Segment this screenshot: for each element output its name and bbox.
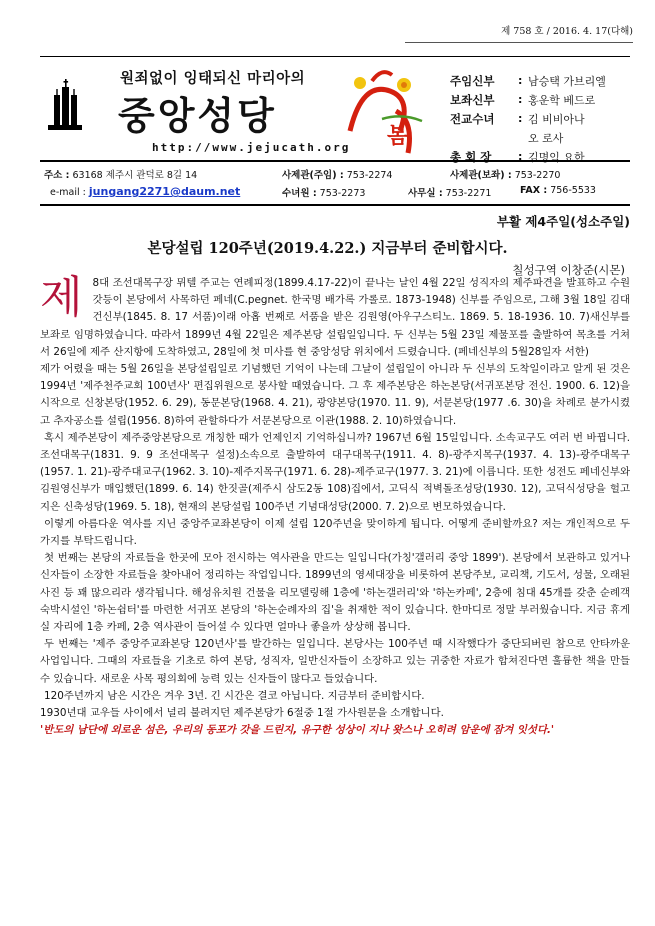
article-paragraph: 이렇게 아름다운 역사를 지닌 중앙주교좌본당이 이제 설립 120주년을 맞이하게 됩니다. 어떻게 준비할까요? 저는 개인적으로 두 가지를 부탁드립니다. [40,517,630,548]
address-label: 주소 : [44,170,70,181]
masthead [40,56,630,164]
staff-row: 전교수녀 : 김 비비아나 [450,111,585,126]
rectory-phone: 753-2274 [346,170,393,181]
article-body [40,272,630,739]
masthead-title: 중앙성당 [118,94,277,138]
article-author: 칠성구역 이창준(시몬) [512,263,625,277]
convent-phone: 753-2273 [319,188,366,199]
article-paragraph: 첫 번째는 본당의 자료들을 한곳에 모아 전시하는 역사관을 만드는 일입니다(가칭'갤러리 중앙 1899'). 본당에서 보관하고 있거나 신자들이 소장한 자료들을 찾아내어 정리하는 작업입니다. 1899년의 영세대장을 비롯하여 본당주보, 교리책, 기도서, 성물, 오래된 사진 등 꽤 많으리라 생각됩니다. 해성유치원 건물을 리모델링해 1층에 '하논갤러리'와 '하논카페', 2층에 침대 45개를 갖춘 순례객 숙박시설인 '하논쉼터'를 마련한 서귀포 본당의 '하논순례자의 집'을 취재한 적이 있습니다. 한마디로 정말 부러웠습니다. 지금 휴게실 자리에 1층 카페, 2층 역사관이 들어설 수 있다면 얼마나 좋을까 상상해 봅니다. [40,552,630,634]
staff-list [450,71,630,166]
office-label: 사무실 : [408,188,443,199]
rectory-label: 사제관(주임) : [282,170,344,181]
rectory2-phone: 753-2270 [514,170,561,181]
fax-number: 756-5533 [550,185,596,196]
staff-row: 총 회 장 : 김명익 요한 [450,149,585,164]
article-paragraph: 제 8대 조선대목구장 뮈텔 주교는 연례피정(1899.4.17-22)이 끝나는 날인 4월 22일 성직자의 제주파견을 발표하고 수원 갓등이 본당에서 사목하던 페네(C.pegnet. 한국명 배가록 가롤로. 1873-1948) 신부를 주임으로, 그해 3월 18일 김대건신부(1845. 8. 17 서품)이래 아홉 번째로 서품을 받은 김원영(아우구스티노. 1869. 5. 18-1936. 10. 7)새신부를 보좌로 임명하였습니다. 따라서 1899년 4월 22일은 제주본당 설립일입니다. 두 신부는 5월 23일 제물포를 출발하여 목초를 거쳐서 26일에 제주 산지항에 도착하였고, 28일에 첫 미사를 현 중앙성당 위치에서 드렸습니다. (페네신부의 5월28일자 서한) [40,272,630,358]
staff-row: 오 로사 [528,131,564,145]
fax-label: FAX : [520,185,548,196]
article-paragraph: 혹시 제주본당이 제주중앙본당으로 개칭한 때가 언제인지 기억하십니까? 1967년 6월 15일입니다. 소속교구도 여러 번 바뀝니다. 조선대목구(1831. 9. 9 조선대목구 설정)소속으로 출발하여 대구대목구(1911. 4. 8)-광주지목구(1937. 4. 13)-광주대목구(1957. 1. 21)-광주대교구(1962. 3. 10)-제주지목구(1971. 6. 28)-제주교구(1977. 3. 21)에 이릅니다. 또한 성전도 페네신부와 김원영신부가 매입했던(1899. 6. 14) 한짓골(제주시 삼도2동 108)집에서, 고딕식 적벽돌조성당(1930. 12), 고딕식성당을 헐고 지은 신축성당(1969. 5. 18), 현재의 본당설립 100주년 기념대성당(2000. 7. 2)으로 변모하였습니다. [40,431,630,513]
article-title: 본당설립 120주년(2019.4.22.) 지금부터 준비합시다. [147,240,508,257]
church-logo-icon [46,79,84,131]
staff-row: 보좌신부 : 홍운학 베드로 [450,92,596,107]
office-phone: 753-2271 [445,188,492,199]
rectory2-label: 사제관(보좌) : [450,170,512,181]
spring-artwork [342,61,437,159]
article-paragraph: 두 번째는 '제주 중앙주교좌본당 120년사'를 발간하는 일입니다. 본당사는 100주년 때 시작했다가 중단되버린 참으로 안타까운 사업입니다. 그때의 자료들을 기초로 하여 본당, 성직자, 일반신자들이 소장하고 있는 귀중한 자료가 합쳐진다면 훌륭한 책을 만들 수 있습니다. 새로운 사목 평의회에 능력 있는 신자들이 많다고 들었습니다. [40,638,630,685]
hymn-quote: '반도의 남단에 외로운 섬은, 우리의 동포가 갓을 드린지, 유구한 성상이 지나 왓스나 오히려 암운에 잠겨 잇섯다.' [40,724,555,737]
dropcap: 제 [40,272,83,323]
issue-number: 제 758 호 / 2016. 4. 17(다해) [405,22,633,43]
address: 63168 제주시 관덕로 8길 14 [72,170,198,181]
contact-bar [40,160,630,206]
article-paragraph: 120주년까지 남은 시간은 겨우 3년. 긴 시간은 결코 아닙니다. 지금부터 준비합시다. [44,689,425,702]
article-paragraph: 제가 어렸을 때는 5월 26일을 본당설립일로 기념했던 기억이 나는데 그날이 설립일이 아니라 두 신부의 도착일이라고 알게 된 것은 1994년 '제주천주교회 100년사' 편집위원으로 봉사할 때였습니다. 그 후 제주본당은 하논본당(서귀포본당 전신. 1900. 6. 12)을 시작으로 신창본당(1952. 6. 29), 동문본당(1968. 4. 21), 광양본당(1970. 11. 9), 서문본당(1977 .6. 30)을 차례로 분가시켰고 추자공소를 설립(1956. 8)하여 관할하다가 서문본당으로 이관(1988. 2. 10)하였습니다. [40,363,630,427]
liturgical-day: 부활 제4주일(성소주일) [496,214,630,229]
convent-label: 수녀원 : [282,188,317,199]
article-paragraph: 1930년대 교우들 사이에서 널리 불려지던 제주본당가 6절중 1절 가사원문을 소개합니다. [40,707,444,720]
spring-art-text: 봄 [387,123,409,149]
website-url[interactable]: http://www.jejucath.org [152,141,351,154]
masthead-subtitle: 원죄없이 잉태되신 마리아의 [120,71,306,87]
email-label: e-mail : [50,187,86,198]
email-link[interactable]: jungang2271@daum.net [88,185,241,198]
staff-row: 주임신부 : 남승택 가브리엘 [450,73,606,88]
